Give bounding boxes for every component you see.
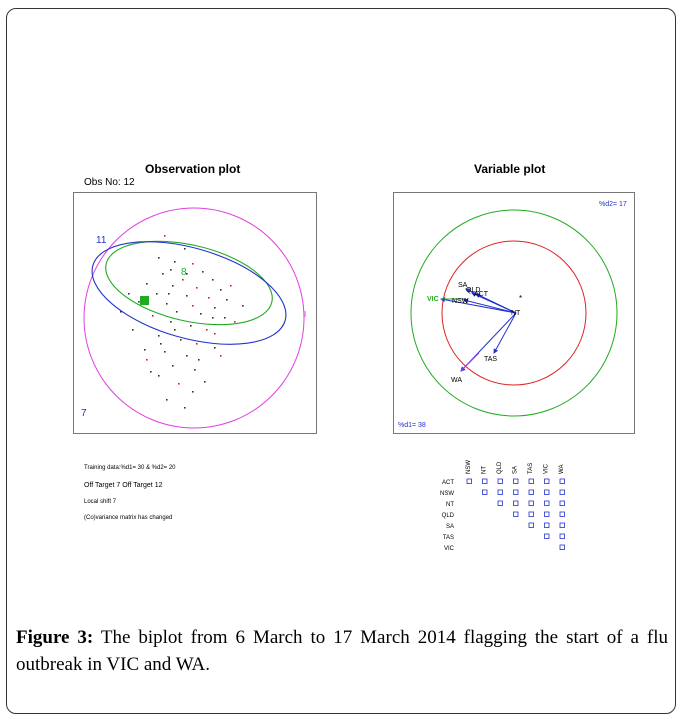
matrix-cell	[560, 490, 565, 495]
matrix-row-label: ACT	[442, 480, 454, 486]
observation-point	[220, 355, 222, 357]
observation-point	[164, 351, 166, 353]
observation-point	[198, 359, 200, 361]
matrix-row-label: NSW	[440, 491, 454, 497]
observation-point	[144, 349, 146, 351]
observation-point	[164, 235, 166, 237]
observation-point	[214, 333, 216, 335]
observation-point	[202, 271, 204, 273]
observation-point	[178, 383, 180, 385]
observation-point	[192, 305, 194, 307]
observation-point	[120, 311, 122, 313]
matrix-cell	[529, 490, 534, 495]
matrix-cell	[560, 501, 565, 506]
matrix-cell	[545, 501, 550, 506]
var-label-vic: VIC	[427, 296, 439, 303]
observation-point	[196, 287, 198, 289]
observation-point	[146, 283, 148, 285]
observation-point	[166, 303, 168, 305]
observation-point	[180, 339, 182, 341]
observation-point	[208, 297, 210, 299]
var-label-nsw: NSW	[452, 298, 469, 305]
matrix-cell	[560, 512, 565, 517]
obs-number-label: Obs No: 12	[84, 177, 135, 188]
matrix-cell	[529, 479, 534, 484]
matrix-cell	[545, 490, 550, 495]
matrix-col-label: SA	[512, 465, 519, 474]
var-label-act: ACT	[474, 291, 488, 298]
observation-point	[170, 269, 172, 271]
matrix-cell	[560, 545, 565, 550]
obs-label-8: 8	[181, 267, 187, 278]
observation-point	[230, 285, 232, 287]
matrix-cell	[483, 490, 488, 495]
caption-text: The biplot from 6 March to 17 March 2014 flagging the start of a flu outbreak in VIC and WA.	[16, 627, 668, 675]
off-target-note: Off Target 7 Off Target 12	[84, 482, 163, 489]
matrix-col-label: QLD	[497, 461, 503, 474]
observation-point	[158, 257, 160, 259]
matrix-cell	[498, 490, 503, 495]
matrix-cell	[514, 479, 519, 484]
matrix-col-label: WA	[559, 464, 565, 474]
var-label-sa: SA	[458, 282, 468, 289]
observation-point	[174, 261, 176, 263]
observation-point	[234, 321, 236, 323]
matrix-col-label: VIC	[543, 463, 550, 474]
d2-label: %d2= 17	[599, 201, 627, 208]
observation-point	[212, 279, 214, 281]
caption-label: Figure 3:	[16, 627, 94, 648]
var-label-wa: WA	[451, 377, 463, 384]
observation-point	[184, 407, 186, 409]
matrix-col-label: NT	[481, 466, 488, 474]
observation-point	[166, 399, 168, 401]
observation-point	[162, 273, 164, 275]
matrix-row-label: TAS	[442, 535, 454, 541]
covariance-note: (Co)variance matrix has changed	[84, 515, 173, 521]
matrix-cell	[467, 479, 472, 484]
observation-point	[194, 369, 196, 371]
matrix-row-label: QLD	[441, 513, 454, 519]
observation-point	[172, 365, 174, 367]
observation-point	[214, 307, 216, 309]
matrix-row-label: VIC	[443, 546, 454, 552]
matrix-cell	[529, 501, 534, 506]
matrix-cell	[529, 512, 534, 517]
observation-plot-panel	[73, 192, 317, 434]
matrix-row-label: SA	[445, 524, 454, 530]
observation-point	[168, 293, 170, 295]
matrix-cell	[529, 523, 534, 528]
local-shift-note: Local shift 7	[84, 499, 117, 505]
variable-plot-svg	[394, 193, 634, 433]
matrix-cell	[498, 479, 503, 484]
variable-plot-title: Variable plot	[474, 162, 546, 176]
observation-point	[184, 248, 186, 250]
figure-caption	[16, 624, 668, 678]
matrix-col-label: NSW	[466, 460, 472, 474]
shift-matrix	[420, 452, 580, 556]
matrix-cell	[545, 479, 550, 484]
observation-point	[158, 335, 160, 337]
observation-point	[186, 355, 188, 357]
obs-label-11: 11	[96, 235, 107, 246]
var-star: *	[519, 294, 523, 303]
observation-point	[186, 295, 188, 297]
observation-point	[182, 279, 184, 281]
var-label-nt: NT	[511, 310, 521, 317]
training-note: Training data:%d1= 30 & %d2= 20	[84, 465, 176, 471]
observation-point	[170, 321, 172, 323]
observation-point	[212, 317, 214, 319]
matrix-cell	[545, 534, 550, 539]
observation-point	[192, 263, 194, 265]
matrix-cell	[498, 501, 503, 506]
matrix-cell	[560, 479, 565, 484]
var-label-tas: TAS	[484, 356, 498, 363]
observation-point	[190, 325, 192, 327]
observation-point	[176, 311, 178, 313]
observation-point	[200, 313, 202, 315]
observation-point	[132, 329, 134, 331]
d1-label: %d1= 38	[398, 422, 426, 429]
magenta-circle	[84, 208, 307, 428]
matrix-cell	[514, 490, 519, 495]
observation-point	[196, 343, 198, 345]
matrix-cell	[560, 523, 565, 528]
observation-point	[174, 329, 176, 331]
observation-point	[160, 343, 162, 345]
observation-point	[226, 299, 228, 301]
observation-point	[156, 293, 158, 295]
matrix-col-label: TAS	[528, 462, 534, 474]
matrix-row-label: NT	[446, 502, 454, 508]
matrix-cell	[514, 512, 519, 517]
matrix-cell	[514, 501, 519, 506]
matrix-cell	[545, 512, 550, 517]
observation-point	[242, 305, 244, 307]
observation-point	[146, 359, 148, 361]
matrix-cell	[560, 534, 565, 539]
wa-segment	[461, 353, 479, 371]
observation-point	[128, 293, 130, 295]
observation-point	[206, 329, 208, 331]
obs-label-i: I	[304, 310, 307, 319]
observation-point	[152, 315, 154, 317]
matrix-cell	[483, 479, 488, 484]
observation-point	[192, 391, 194, 393]
obs-label-7: 7	[81, 408, 87, 419]
observation-point	[158, 375, 160, 377]
observation-plot-svg	[74, 193, 316, 433]
observation-plot-title: Observation plot	[145, 162, 241, 176]
observation-point	[220, 289, 222, 291]
observation-point	[138, 301, 140, 303]
observation-point	[204, 381, 206, 383]
var-label-qld: QLD	[466, 287, 481, 294]
observation-point	[172, 285, 174, 287]
observation-point	[214, 347, 216, 349]
variable-plot-panel	[393, 192, 635, 434]
matrix-cell	[545, 523, 550, 528]
observation-point	[224, 317, 226, 319]
observation-12-marker	[140, 296, 149, 305]
observation-point	[150, 371, 152, 373]
